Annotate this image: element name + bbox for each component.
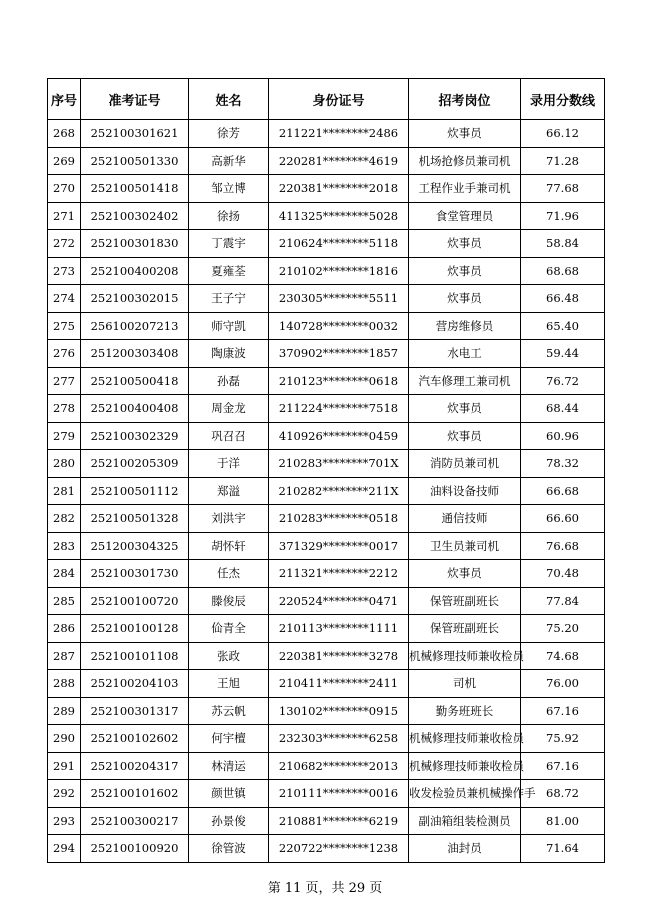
table-row (48, 450, 605, 478)
cell-exam-number: 252100102602 (81, 725, 189, 753)
cell-name: 滕俊辰 (189, 587, 269, 615)
cell-score: 65.40 (521, 312, 605, 340)
cell-id-number: 211224********7518 (269, 395, 409, 423)
cell-serial: 281 (48, 477, 81, 505)
cell-score: 81.00 (521, 807, 605, 835)
table-row (48, 202, 605, 230)
table-row (48, 257, 605, 285)
cell-name: 王子宁 (189, 285, 269, 313)
cell-position: 机械修理技师兼收检员 (409, 725, 521, 753)
cell-position: 卫生员兼司机 (409, 532, 521, 560)
cell-id-number: 220381********3278 (269, 642, 409, 670)
table-row (48, 147, 605, 175)
cell-position: 炊事员 (409, 560, 521, 588)
cell-serial: 277 (48, 367, 81, 395)
cell-name: 邹立博 (189, 175, 269, 203)
cell-name: 张政 (189, 642, 269, 670)
table-row (48, 725, 605, 753)
table-row (48, 835, 605, 863)
cell-exam-number: 251200304325 (81, 532, 189, 560)
cell-id-number: 210283********0518 (269, 505, 409, 533)
cell-score: 60.96 (521, 422, 605, 450)
cell-serial: 273 (48, 257, 81, 285)
cell-exam-number: 251200303408 (81, 340, 189, 368)
cell-position: 炊事员 (409, 422, 521, 450)
cell-exam-number: 256100207213 (81, 312, 189, 340)
cell-name: 刘洪宇 (189, 505, 269, 533)
cell-id-number: 140728********0032 (269, 312, 409, 340)
cell-score: 75.20 (521, 615, 605, 643)
table-row (48, 312, 605, 340)
cell-name: 王旭 (189, 670, 269, 698)
cell-score: 76.72 (521, 367, 605, 395)
cell-id-number: 210283********701X (269, 450, 409, 478)
cell-serial: 290 (48, 725, 81, 753)
col-header-name: 姓名 (189, 79, 269, 120)
table-row (48, 395, 605, 423)
cell-serial: 269 (48, 147, 81, 175)
cell-name: 颜世镇 (189, 780, 269, 808)
cell-name: 丁震宇 (189, 230, 269, 258)
cell-id-number: 371329********0017 (269, 532, 409, 560)
cell-name: 孙景俊 (189, 807, 269, 835)
cell-position: 通信技师 (409, 505, 521, 533)
table-row (48, 230, 605, 258)
table-row (48, 422, 605, 450)
cell-score: 66.12 (521, 120, 605, 148)
cell-exam-number: 252100302329 (81, 422, 189, 450)
table-row (48, 615, 605, 643)
cell-position: 收发检验员兼机械操作手 (409, 780, 521, 808)
cell-serial: 283 (48, 532, 81, 560)
cell-exam-number: 252100204103 (81, 670, 189, 698)
cell-position: 炊事员 (409, 285, 521, 313)
cell-id-number: 210411********2411 (269, 670, 409, 698)
cell-position: 勤务班班长 (409, 697, 521, 725)
cell-position: 副油箱组装检测员 (409, 807, 521, 835)
cell-id-number: 210111********0016 (269, 780, 409, 808)
cell-position: 食堂管理员 (409, 202, 521, 230)
cell-serial: 278 (48, 395, 81, 423)
cell-score: 66.60 (521, 505, 605, 533)
score-table (47, 78, 605, 863)
cell-name: 佡青全 (189, 615, 269, 643)
cell-serial: 275 (48, 312, 81, 340)
cell-name: 徐管波 (189, 835, 269, 863)
cell-exam-number: 252100500418 (81, 367, 189, 395)
cell-id-number: 370902********1857 (269, 340, 409, 368)
cell-score: 59.44 (521, 340, 605, 368)
cell-score: 71.28 (521, 147, 605, 175)
cell-exam-number: 252100301730 (81, 560, 189, 588)
table-row (48, 587, 605, 615)
cell-exam-number: 252100100920 (81, 835, 189, 863)
cell-score: 67.16 (521, 752, 605, 780)
cell-id-number: 210624********5118 (269, 230, 409, 258)
cell-id-number: 232303********6258 (269, 725, 409, 753)
cell-name: 郑溢 (189, 477, 269, 505)
cell-name: 陶康波 (189, 340, 269, 368)
cell-position: 油料设备技师 (409, 477, 521, 505)
cell-name: 任杰 (189, 560, 269, 588)
cell-score: 68.72 (521, 780, 605, 808)
cell-name: 林清运 (189, 752, 269, 780)
cell-name: 周金龙 (189, 395, 269, 423)
cell-position: 营房维修员 (409, 312, 521, 340)
cell-position: 炊事员 (409, 395, 521, 423)
cell-id-number: 410926********0459 (269, 422, 409, 450)
table-row (48, 340, 605, 368)
cell-id-number: 230305********5511 (269, 285, 409, 313)
header-row (48, 79, 605, 120)
cell-id-number: 220524********0471 (269, 587, 409, 615)
cell-serial: 286 (48, 615, 81, 643)
cell-score: 70.48 (521, 560, 605, 588)
cell-name: 巩召召 (189, 422, 269, 450)
cell-name: 苏云帆 (189, 697, 269, 725)
cell-id-number: 220281********4619 (269, 147, 409, 175)
cell-score: 74.68 (521, 642, 605, 670)
cell-score: 77.84 (521, 587, 605, 615)
cell-serial: 279 (48, 422, 81, 450)
cell-exam-number: 252100301317 (81, 697, 189, 725)
cell-position: 机械修理技师兼收检员 (409, 752, 521, 780)
cell-position: 机场抢修员兼司机 (409, 147, 521, 175)
col-header-serial: 序号 (48, 79, 81, 120)
cell-position: 炊事员 (409, 257, 521, 285)
cell-serial: 276 (48, 340, 81, 368)
cell-score: 76.68 (521, 532, 605, 560)
cell-exam-number: 252100101108 (81, 642, 189, 670)
cell-serial: 291 (48, 752, 81, 780)
col-header-score: 录用分数线 (521, 79, 605, 120)
cell-name: 孙磊 (189, 367, 269, 395)
cell-name: 徐扬 (189, 202, 269, 230)
table-row (48, 697, 605, 725)
cell-score: 78.32 (521, 450, 605, 478)
cell-serial: 288 (48, 670, 81, 698)
cell-score: 76.00 (521, 670, 605, 698)
cell-id-number: 210123********0618 (269, 367, 409, 395)
cell-position: 保管班副班长 (409, 615, 521, 643)
cell-serial: 268 (48, 120, 81, 148)
cell-exam-number: 252100400408 (81, 395, 189, 423)
cell-position: 保管班副班长 (409, 587, 521, 615)
table-row (48, 175, 605, 203)
cell-position: 炊事员 (409, 120, 521, 148)
cell-exam-number: 252100205309 (81, 450, 189, 478)
cell-id-number: 210282********211X (269, 477, 409, 505)
cell-score: 66.48 (521, 285, 605, 313)
cell-exam-number: 252100204317 (81, 752, 189, 780)
table-row (48, 505, 605, 533)
cell-name: 高新华 (189, 147, 269, 175)
cell-id-number: 210682********2013 (269, 752, 409, 780)
cell-position: 工程作业手兼司机 (409, 175, 521, 203)
col-header-exam-number: 准考证号 (81, 79, 189, 120)
cell-serial: 280 (48, 450, 81, 478)
cell-serial: 270 (48, 175, 81, 203)
cell-exam-number: 252100400208 (81, 257, 189, 285)
cell-position: 司机 (409, 670, 521, 698)
cell-name: 夏雍荃 (189, 257, 269, 285)
cell-serial: 274 (48, 285, 81, 313)
cell-exam-number: 252100302402 (81, 202, 189, 230)
cell-exam-number: 252100301621 (81, 120, 189, 148)
table-body (48, 120, 605, 863)
cell-serial: 285 (48, 587, 81, 615)
table-row (48, 560, 605, 588)
cell-exam-number: 252100300217 (81, 807, 189, 835)
cell-id-number: 411325********5028 (269, 202, 409, 230)
page-number: 第 11 页，共 29 页 (267, 881, 383, 896)
cell-score: 67.16 (521, 697, 605, 725)
cell-exam-number: 252100501418 (81, 175, 189, 203)
col-header-position: 招考岗位 (409, 79, 521, 120)
cell-position: 油封员 (409, 835, 521, 863)
cell-score: 75.92 (521, 725, 605, 753)
cell-exam-number: 252100302015 (81, 285, 189, 313)
cell-id-number: 211321********2212 (269, 560, 409, 588)
cell-exam-number: 252100101602 (81, 780, 189, 808)
cell-serial: 292 (48, 780, 81, 808)
cell-id-number: 211221********2486 (269, 120, 409, 148)
cell-position: 机械修理技师兼收检员 (409, 642, 521, 670)
cell-serial: 272 (48, 230, 81, 258)
cell-serial: 271 (48, 202, 81, 230)
cell-id-number: 210113********1111 (269, 615, 409, 643)
cell-position: 汽车修理工兼司机 (409, 367, 521, 395)
cell-id-number: 220381********2018 (269, 175, 409, 203)
cell-id-number: 130102********0915 (269, 697, 409, 725)
cell-serial: 294 (48, 835, 81, 863)
cell-position: 消防员兼司机 (409, 450, 521, 478)
cell-position: 炊事员 (409, 230, 521, 258)
table-row (48, 642, 605, 670)
cell-score: 66.68 (521, 477, 605, 505)
cell-id-number: 210881********6219 (269, 807, 409, 835)
cell-position: 水电工 (409, 340, 521, 368)
cell-score: 68.44 (521, 395, 605, 423)
cell-serial: 284 (48, 560, 81, 588)
cell-serial: 287 (48, 642, 81, 670)
cell-name: 于洋 (189, 450, 269, 478)
table-row (48, 285, 605, 313)
table-row (48, 752, 605, 780)
table-row (48, 670, 605, 698)
cell-name: 徐芳 (189, 120, 269, 148)
cell-exam-number: 252100100128 (81, 615, 189, 643)
col-header-id-number: 身份证号 (269, 79, 409, 120)
cell-score: 71.96 (521, 202, 605, 230)
cell-id-number: 210102********1816 (269, 257, 409, 285)
cell-name: 师守凯 (189, 312, 269, 340)
table-row (48, 807, 605, 835)
cell-exam-number: 252100501330 (81, 147, 189, 175)
cell-score: 71.64 (521, 835, 605, 863)
cell-score: 58.84 (521, 230, 605, 258)
cell-score: 77.68 (521, 175, 605, 203)
cell-name: 何宇檀 (189, 725, 269, 753)
table-row (48, 780, 605, 808)
cell-name: 胡怀轩 (189, 532, 269, 560)
cell-score: 68.68 (521, 257, 605, 285)
cell-exam-number: 252100501112 (81, 477, 189, 505)
cell-serial: 289 (48, 697, 81, 725)
table-row (48, 120, 605, 148)
table-row (48, 477, 605, 505)
table-row (48, 532, 605, 560)
cell-serial: 293 (48, 807, 81, 835)
cell-exam-number: 252100100720 (81, 587, 189, 615)
cell-id-number: 220722********1238 (269, 835, 409, 863)
table-row (48, 367, 605, 395)
cell-exam-number: 252100501328 (81, 505, 189, 533)
cell-serial: 282 (48, 505, 81, 533)
cell-exam-number: 252100301830 (81, 230, 189, 258)
